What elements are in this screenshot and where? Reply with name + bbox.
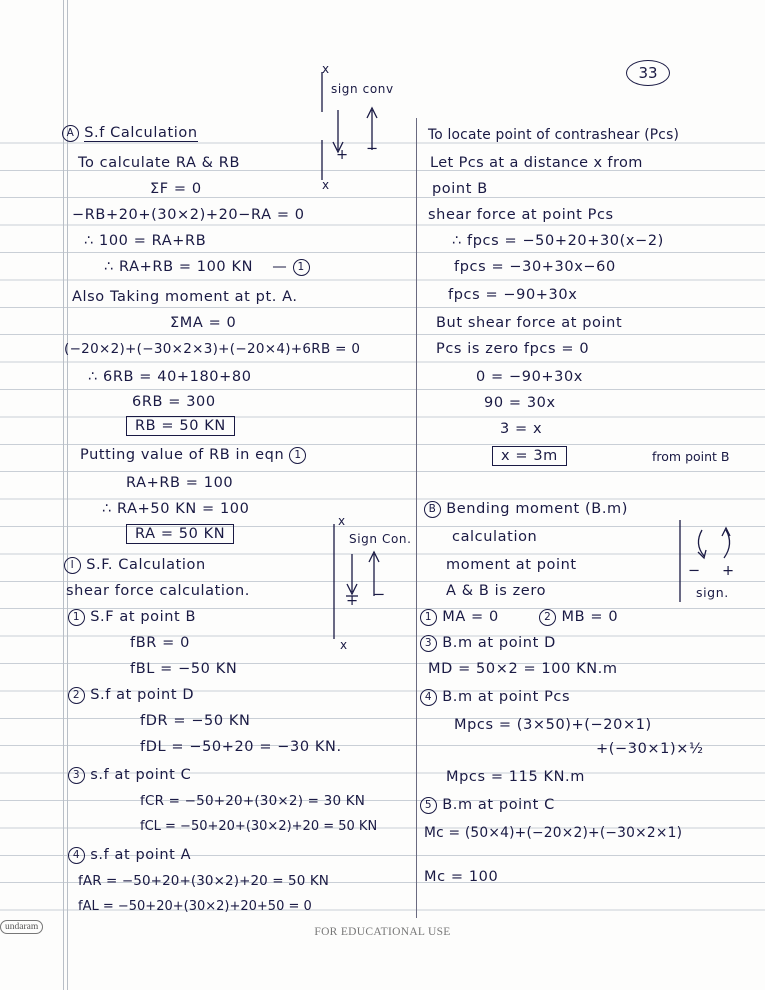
text-line: shear force calculation. [66, 583, 250, 599]
equation-text: MA = 0 [442, 609, 499, 625]
item-number: 2 [68, 687, 85, 704]
equation-line: 90 = 30x [484, 395, 556, 411]
sign-plus: + [722, 563, 735, 579]
item-title: B.m at point C [442, 797, 555, 813]
column-divider [416, 118, 417, 918]
item-title: s.f at point C [90, 767, 192, 783]
text-line [420, 608, 618, 626]
equation-line: fDR = −50 KN [140, 713, 251, 729]
item-number: 1 [68, 609, 85, 626]
text-line: from point B [652, 449, 730, 464]
item-title: B.m at point Pcs [442, 689, 571, 705]
item-number: 5 [420, 797, 437, 814]
text-line: Let Pcs at a distance x from [430, 155, 643, 171]
sign-x-mark: x [340, 638, 348, 652]
equation-line: (−20×2)+(−30×2×3)+(−20×4)+6RB = 0 [64, 341, 361, 357]
item-title: S.F at point B [90, 609, 197, 625]
section-a-title: S.f Calculation [84, 125, 198, 141]
text-line [68, 608, 196, 626]
equation-line: RA+RB = 100 [126, 475, 234, 491]
sign-x-mark: x [322, 62, 330, 76]
equation-line: ∴ fpcs = −50+20+30(x−2) [452, 233, 664, 249]
equation-line: fAR = −50+20+(30×2)+20 = 50 KN [78, 873, 329, 889]
text-line: Also Taking moment at pt. A. [72, 289, 298, 305]
text-line: To calculate RA & RB [78, 155, 241, 171]
equation-line: Mpcs = 115 KN.m [446, 769, 585, 785]
section-b-mark: B [424, 501, 441, 518]
equation-line: ΣMA = 0 [170, 315, 237, 331]
item-number: 2 [539, 609, 556, 626]
item-title: B.m at point D [442, 635, 556, 651]
sign-convention-label: sign conv [331, 82, 394, 96]
item-title: S.f at point D [90, 687, 195, 703]
item-number: 3 [420, 635, 437, 652]
text-line [80, 446, 306, 464]
page-number: 33 [626, 60, 670, 86]
equation-line: ∴ 6RB = 40+180+80 [88, 369, 252, 385]
sign-convention-label: Sign Con. [349, 532, 412, 546]
equation-text: MB = 0 [561, 609, 619, 625]
equation-line: −RB+20+(30×2)+20−RA = 0 [72, 207, 305, 223]
sign-plus: + [336, 147, 349, 163]
equation-number: 1 [289, 447, 306, 464]
equation-line: MD = 50×2 = 100 KN.m [428, 661, 618, 677]
sign-x-mark: x [338, 514, 346, 528]
equation-line: ∴ 100 = RA+RB [84, 233, 207, 249]
text-line [68, 846, 191, 864]
equation-line: fAL = −50+20+(30×2)+20+50 = 0 [78, 899, 312, 914]
sign-minus: − [688, 563, 701, 579]
boxed-result: x = 3m [492, 446, 567, 466]
equation-line: 3 = x [500, 421, 543, 437]
text-line: point B [432, 181, 488, 197]
item-number: 1 [420, 609, 437, 626]
section-i-title: S.F. Calculation [86, 557, 206, 573]
section-a-heading [62, 124, 198, 142]
text-line: But shear force at point [436, 315, 623, 331]
page-footer: FOR EDUCATIONAL USE [314, 926, 451, 938]
sign-plus: + [346, 593, 359, 609]
equation-line: fCR = −50+20+(30×2) = 30 KN [140, 793, 366, 809]
section-a-mark: A [62, 125, 79, 142]
equation-line: ∴ RA+50 KN = 100 [102, 501, 250, 517]
equation-line: fBR = 0 [130, 635, 190, 651]
equation-line: Mc = (50×4)+(−20×2)+(−30×2×1) [424, 825, 683, 841]
section-b-title: Bending moment (B.m) [446, 501, 629, 517]
margin-line [67, 0, 68, 990]
text-line: moment at point [446, 557, 577, 573]
section-i-heading [64, 556, 206, 574]
section-i-mark: I [64, 557, 81, 574]
text-line: To locate point of contrashear (Pcs) [428, 127, 680, 143]
equation-line: 0 = −90+30x [476, 369, 583, 385]
equation-line: Mc = 100 [424, 869, 499, 885]
boxed-result: RB = 50 KN [126, 416, 235, 436]
section-b-heading [424, 500, 628, 518]
equation-number: 1 [293, 259, 310, 276]
item-number: 4 [68, 847, 85, 864]
text-line [420, 634, 556, 652]
boxed-result: RA = 50 KN [126, 524, 234, 544]
item-title: s.f at point A [90, 847, 192, 863]
text-line [420, 796, 555, 814]
text-line: shear force at point Pcs [428, 207, 614, 223]
text-line [68, 766, 191, 784]
text-line-content: Putting value of RB in eqn [80, 447, 285, 463]
sign-minus: − [366, 141, 379, 157]
item-number: 3 [68, 767, 85, 784]
equation-line: fCL = −50+20+(30×2)+20 = 50 KN [140, 819, 378, 834]
sign-minus: − [373, 587, 386, 603]
equation-line: fpcs = −90+30x [448, 287, 578, 303]
equation-line: fBL = −50 KN [130, 661, 238, 677]
text-line [420, 688, 570, 706]
text-line: A & B is zero [446, 583, 547, 599]
equation-line: +(−30×1)×½ [596, 741, 704, 757]
text-line: calculation [452, 529, 538, 545]
text-line: Pcs is zero fpcs = 0 [436, 341, 590, 357]
item-number: 4 [420, 689, 437, 706]
sign-x-mark: x [322, 178, 330, 192]
publisher-logo: undaram [0, 920, 43, 934]
text-line [68, 686, 194, 704]
margin-line [63, 0, 64, 990]
equation-line: 6RB = 300 [132, 394, 216, 410]
equation-text: ∴ RA+RB = 100 KN [104, 259, 254, 275]
equation-line: ΣF = 0 [150, 181, 202, 197]
equation-line: Mpcs = (3×50)+(−20×1) [454, 717, 652, 733]
equation-line: fpcs = −30+30x−60 [454, 259, 616, 275]
sign-convention-label: sign. [696, 585, 729, 600]
equation-line: ∴ RA+RB = 100 KN — 1 [104, 258, 310, 276]
equation-line: fDL = −50+20 = −30 KN. [140, 739, 342, 755]
